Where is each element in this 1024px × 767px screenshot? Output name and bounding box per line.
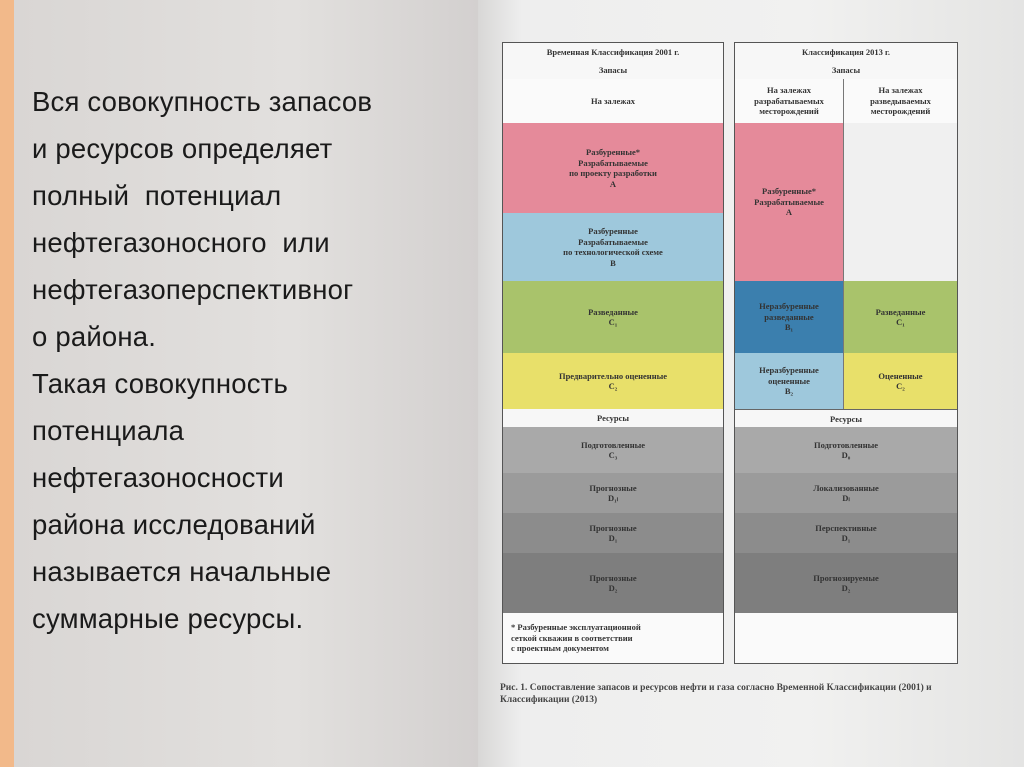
text-line: суммарные ресурсы. bbox=[32, 603, 304, 634]
classification-2013-table bbox=[734, 42, 958, 664]
text-line: полный потенциал bbox=[32, 180, 282, 211]
explored-header-cell: На залежах разведываемых месторождений bbox=[844, 79, 957, 124]
explored-empty-cell bbox=[844, 123, 957, 282]
classification-2001-table bbox=[502, 42, 724, 664]
prepared-d0-cell: Подготовленные D₀ bbox=[735, 427, 957, 474]
explored-column bbox=[844, 79, 957, 409]
forecast-d2-2013-cell: Прогнозируемые D₂ bbox=[735, 553, 957, 614]
text-line: нефтегазоносного или bbox=[32, 227, 330, 258]
undrilled-b1-cell: Неразбуренные разведанные B₁ bbox=[735, 281, 843, 354]
text-line: района исследований bbox=[32, 509, 316, 540]
left-edge-stripe bbox=[0, 0, 14, 767]
table-2001-resources-header: Ресурсы bbox=[503, 409, 723, 428]
text-line: о района. bbox=[32, 321, 157, 352]
table-2001-reserves-header: Запасы bbox=[503, 61, 723, 80]
text-line: называется начальные bbox=[32, 556, 332, 587]
prelim-c2-cell: Предварительно оцененные C₂ bbox=[503, 353, 723, 410]
table-2001-title: Временная Классификация 2001 г. bbox=[503, 43, 723, 62]
developed-header-cell: На залежах разрабатываемых месторождений bbox=[735, 79, 843, 124]
estimated-c2-cell: Оцененные C₂ bbox=[844, 353, 957, 409]
text-line: Такая совокупность bbox=[32, 368, 289, 399]
undrilled-b2-cell: Неразбуренные оцененные B₂ bbox=[735, 353, 843, 409]
table-2013-resources-header: Ресурсы bbox=[735, 409, 957, 429]
text-line: Вся совокупность запасов bbox=[32, 86, 373, 117]
drilled-b-cell: Разбуренные Разрабатываемые по технологической схеме B bbox=[503, 213, 723, 282]
empty-footer-cell bbox=[735, 613, 957, 663]
perspective-d1-cell: Перспективные D₁ bbox=[735, 513, 957, 554]
drilled-a-cell: Разбуренные* Разрабатываемые по проекту разработки A bbox=[503, 123, 723, 214]
on-deposits-cell: На залежах bbox=[503, 79, 723, 124]
drilled-a-2013-cell: Разбуренные* Разрабатываемые A bbox=[735, 123, 843, 282]
localized-dl-cell: Локализованные Dₗ bbox=[735, 473, 957, 514]
forecast-d2-cell: Прогнозные D₂ bbox=[503, 553, 723, 614]
slide-text bbox=[32, 78, 472, 642]
text-line: нефтегазоносности bbox=[32, 462, 284, 493]
explored-c1-2013-cell: Разведанные C₁ bbox=[844, 281, 957, 354]
text-line: нефтегазоперспективног bbox=[32, 274, 354, 305]
prepared-c3-cell: Подготовленные C₃ bbox=[503, 427, 723, 474]
explored-c1-cell: Разведанные C₁ bbox=[503, 281, 723, 354]
footnote-cell: * Разбуренные эксплуатационной сеткой скважин в соответствии с проектным документом bbox=[503, 613, 723, 663]
forecast-d1-cell: Прогнозные D₁ bbox=[503, 513, 723, 554]
text-line: и ресурсов определяет bbox=[32, 133, 333, 164]
table-2013-reserves-header: Запасы bbox=[735, 61, 957, 80]
forecast-d1l-cell: Прогнозные D₁ₗ bbox=[503, 473, 723, 514]
table-2013-title: Классификация 2013 г. bbox=[735, 43, 957, 62]
developed-column bbox=[735, 79, 843, 409]
figure-caption: Рис. 1. Сопоставление запасов и ресурсов нефти и газа согласно Временной Классификации (2001) и Классификации (2013) bbox=[500, 683, 932, 705]
text-line: потенциала bbox=[32, 415, 185, 446]
